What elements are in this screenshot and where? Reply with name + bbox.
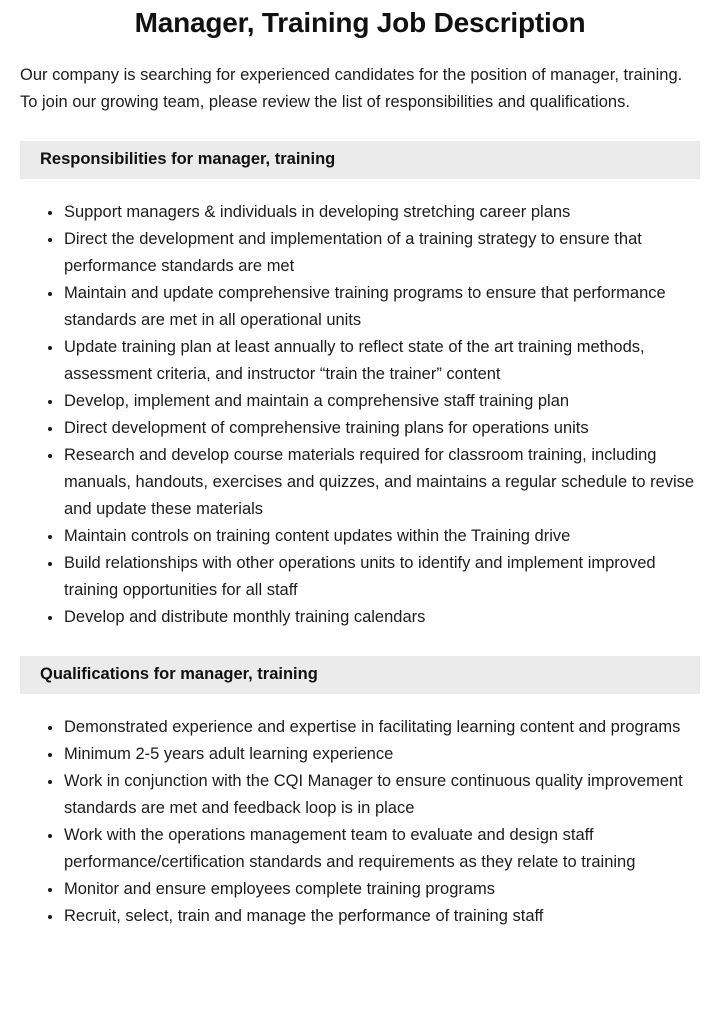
section-heading: Responsibilities for manager, training bbox=[40, 150, 336, 168]
list-item: • Demonstrated experience and expertise in facilitating learning content and programs bbox=[63, 714, 700, 741]
list-item: • Direct the development and implementation of a training strategy to ensure that performance standards are met bbox=[63, 226, 700, 280]
list-item: • Maintain controls on training content updates within the Training drive bbox=[63, 523, 700, 550]
list-item: • Support managers & individuals in developing stretching career plans bbox=[63, 199, 700, 226]
sections-container bbox=[20, 141, 700, 930]
list-item: • Recruit, select, train and manage the performance of training staff bbox=[63, 903, 700, 930]
list-item: • Build relationships with other operations units to identify and implement improved training opportunities for all staff bbox=[63, 550, 700, 604]
section-heading-bar bbox=[20, 656, 700, 694]
list-item: • Research and develop course materials required for classroom training, including manuals, handouts, exercises and quizzes, and maintains a regular schedule to revise and update these materials bbox=[63, 442, 700, 523]
bullet-list bbox=[20, 199, 700, 631]
section-heading: Qualifications for manager, training bbox=[40, 665, 318, 683]
intro-paragraph: Our company is searching for experienced candidates for the position of manager, training. To join our growing team, please review the list of responsibilities and qualifications. bbox=[20, 66, 683, 111]
list-item: • Develop, implement and maintain a comprehensive staff training plan bbox=[63, 388, 700, 415]
page-title: Manager, Training Job Description bbox=[134, 7, 586, 38]
section-heading-bar bbox=[20, 141, 700, 179]
list-item: • Work in conjunction with the CQI Manager to ensure continuous quality improvement standards are met and feedback loop is in place bbox=[63, 768, 700, 822]
list-item: • Minimum 2-5 years adult learning experience bbox=[63, 741, 700, 768]
list-item: • Direct development of comprehensive training plans for operations units bbox=[63, 415, 700, 442]
list-item: • Maintain and update comprehensive training programs to ensure that performance standards are met in all operational units bbox=[63, 280, 700, 334]
list-item: • Monitor and ensure employees complete training programs bbox=[63, 876, 700, 903]
bullet-list bbox=[20, 714, 700, 930]
list-item: • Update training plan at least annually to reflect state of the art training methods, assessment criteria, and instructor “train the trainer” content bbox=[63, 334, 700, 388]
list-item: • Work with the operations management team to evaluate and design staff performance/certification standards and requirements as they relate to training bbox=[63, 822, 700, 876]
list-item: • Develop and distribute monthly training calendars bbox=[63, 604, 700, 631]
